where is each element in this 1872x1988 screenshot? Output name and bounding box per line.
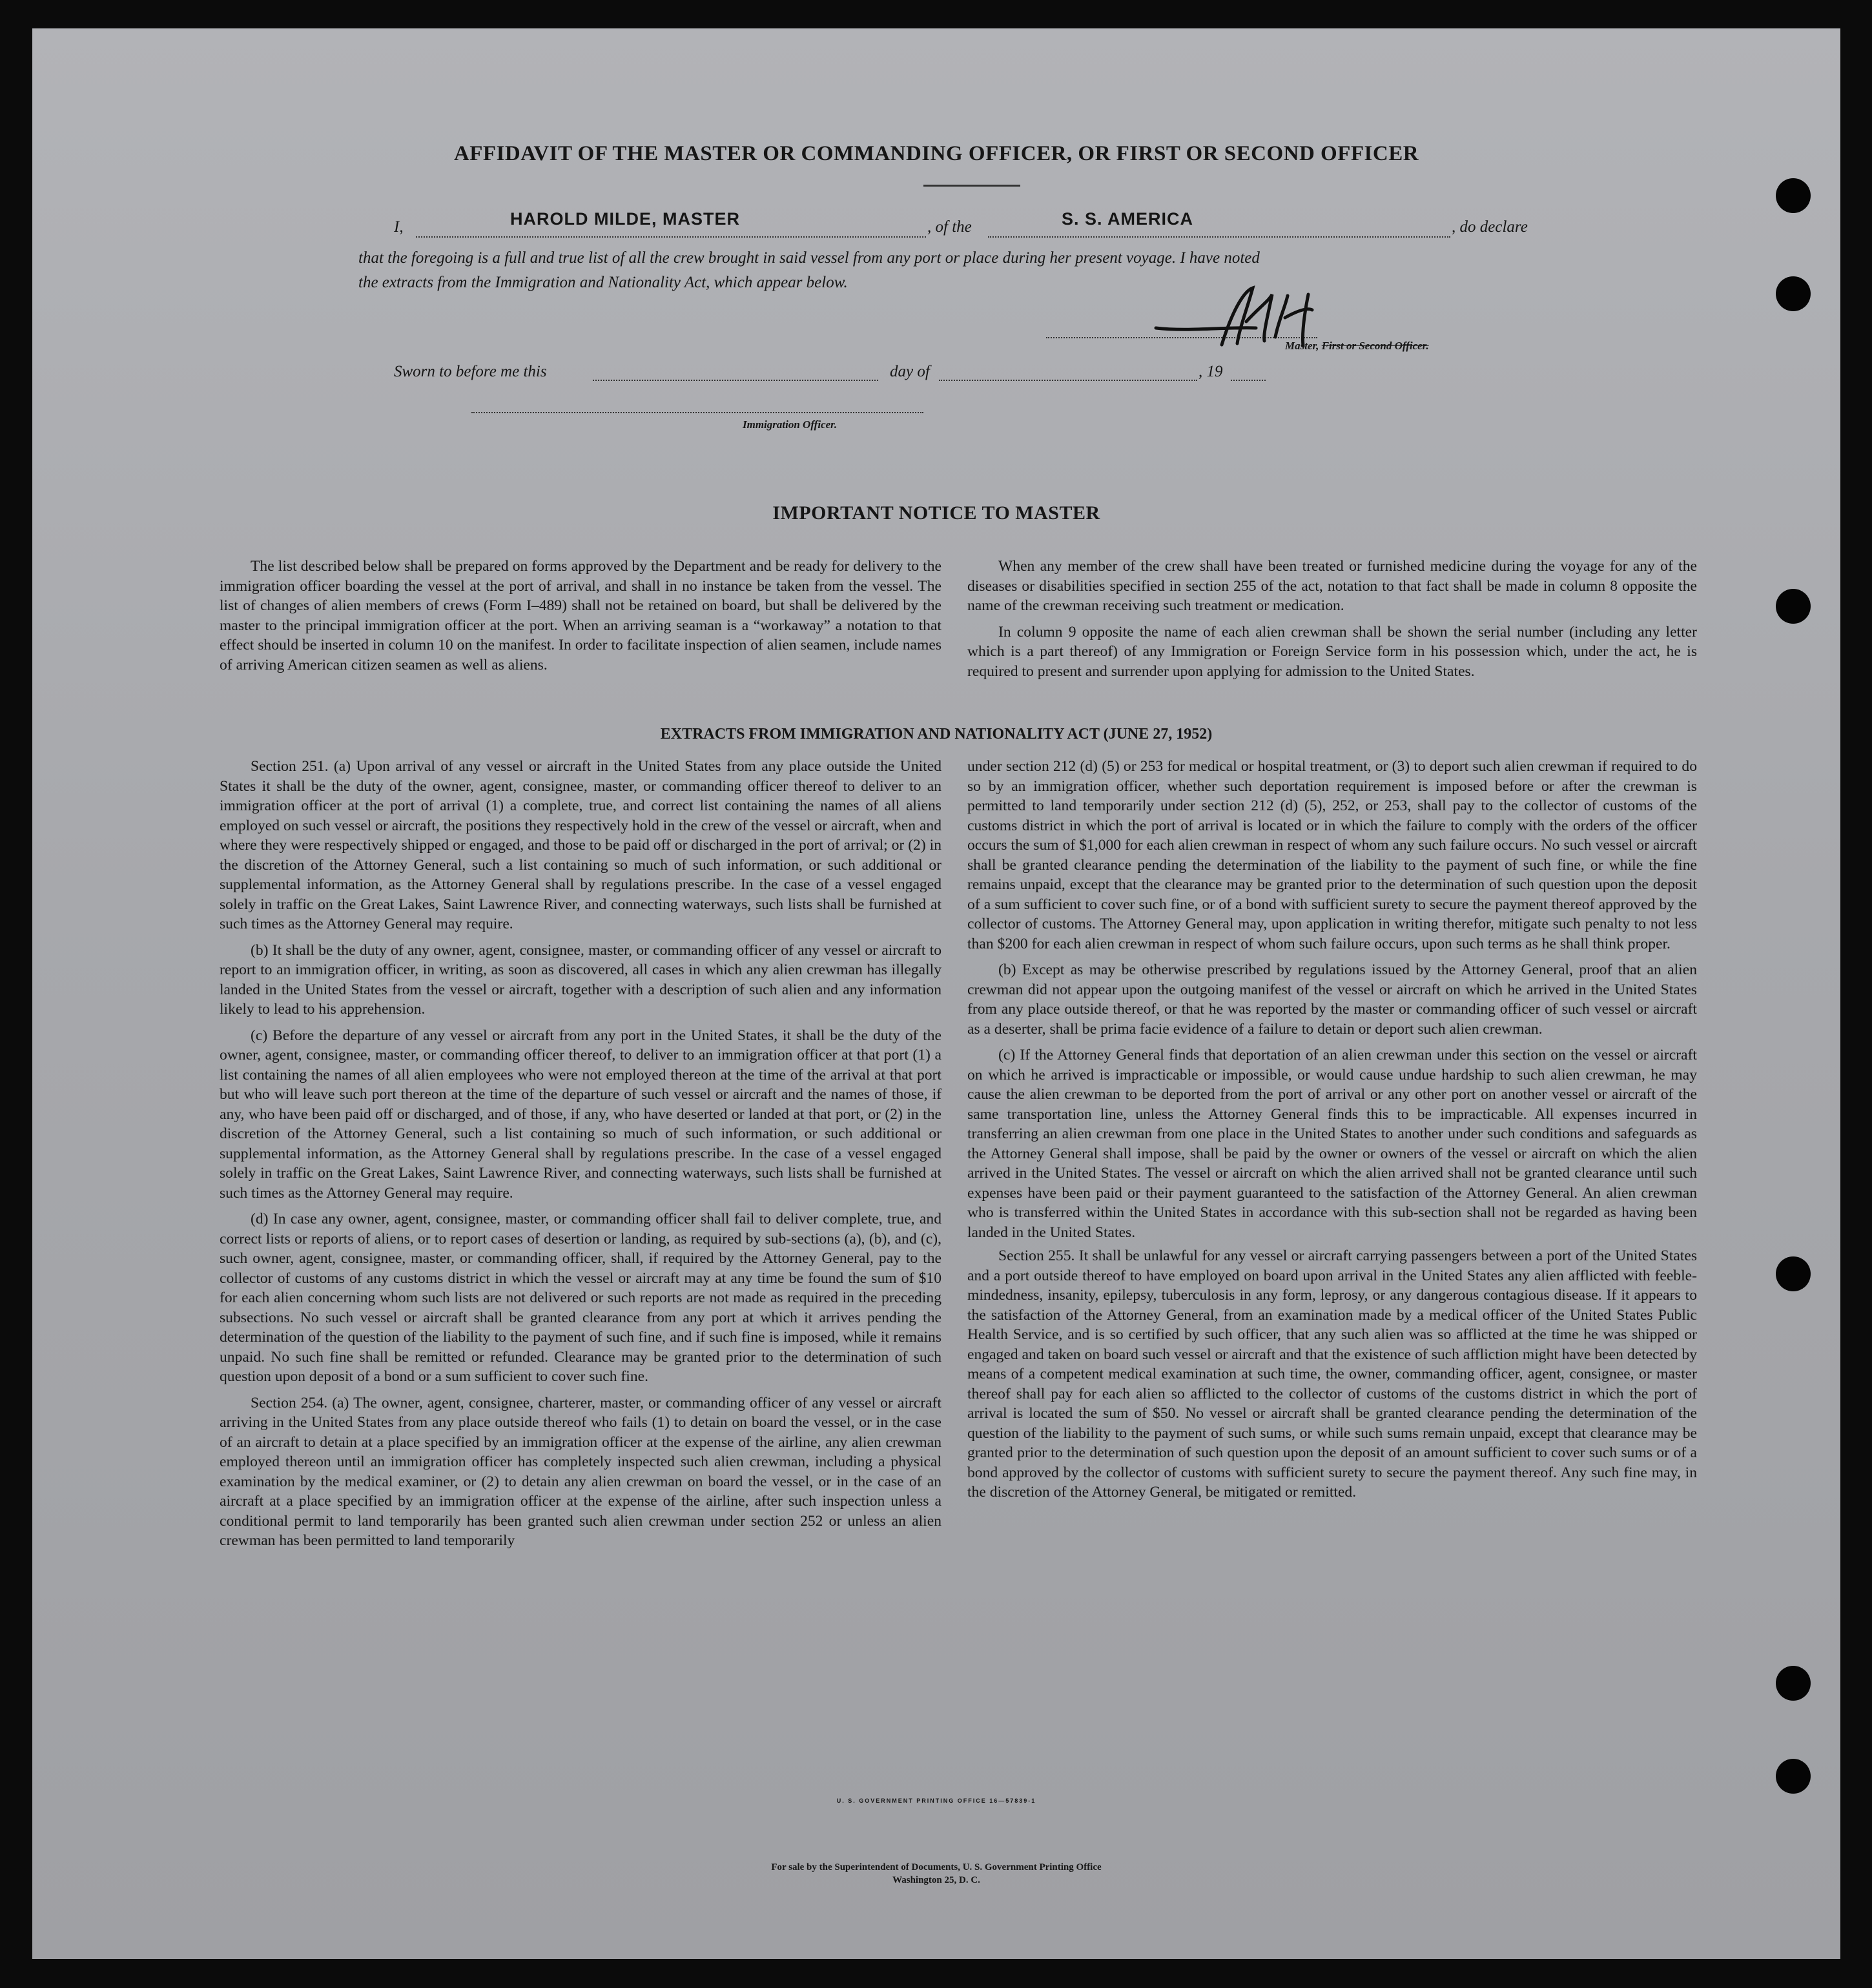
notice-left-column [220, 557, 941, 675]
vessel-name-line [988, 236, 1450, 238]
extracts-right-column [967, 757, 1697, 1502]
sale-footer-line-2: Washington 25, D. C. [892, 1875, 980, 1885]
declaration-line-2: the extracts from the Immigration and Nationality Act, which appear below. [358, 274, 848, 291]
section-255: Section 255. It shall be unlawful for any vessel or aircraft carrying passengers between a port of the United States and a port outside thereof to have employed on board upon arrival in the United States any alien afflicted with feeble-mindedness, insanity, epilepsy, tuberculosis in any form, leprosy, or any dangerous contagious disease. If it appears to the satisfaction of the Attorney General, from an examination made by a medical officer of the United States Public Health Service, and is so certified by such officer, that any such alien was so afflicted at the time he was shipped or engaged and taken on board such vessel or aircraft and that the existence of such affliction might have been detected by means of a competent medical examination at such time, the owner, commanding officer, agent, consignee, or master thereof shall pay for each alien so afflicted to the collector of customs of the customs district in which the port of arrival is located the sum of $50. No vessel or aircraft shall be granted clearance pending the determination of the question of the liability to the payment of such sums, or while such sums remain unpaid, except that clearance may be granted prior to the determination of such question upon the deposit of an amount sufficient to cover such sums or of a bond approved by the collector of customs with sufficient surety to secure the payment thereof. Any such fine may, in the discretion of the Attorney General, be mitigated or remitted. [967, 1247, 1697, 1501]
affidavit-title: AFFIDAVIT OF THE MASTER OR COMMANDING OFFICER, OR FIRST OR SECOND OFFICER [453, 142, 1419, 165]
sale-footer-line-1: For sale by the Superintendent of Documents, U. S. Government Printing Office [771, 1862, 1102, 1872]
notice-right-paragraph-1: When any member of the crew shall have been treated or furnished medicine during the voyage for any of the diseases or disabilities specified in section 255 of the act, notation to that fact shall be made in column 8 opposite the name of the crewman receiving such treatment or medication. [967, 558, 1697, 614]
title-rule [923, 185, 1020, 187]
sworn-label: Sworn to before me this [394, 363, 547, 380]
notice-right-paragraph-2: In column 9 opposite the name of each alien crewman shall be shown the serial number (including any letter which is a part thereof) of any Immigration or Foreign Service form in his possession which, under the act, he is required to present and surrender upon applying for admission to the United States. [967, 623, 1697, 680]
section-254-a-continued: under section 212 (d) (5) or 253 for medical or hospital treatment, or (3) to deport such alien crewman if required to do so by an immigration officer, whether such deportation requirement is imposed before or after the crewman is permitted to land temporarily under section 212 (d) (5), 252, or 253, shall pay to the collector of customs of the customs district in which the port of arrival is located or in which the failure to comply with the orders of the officer occurs the sum of $1,000 for each alien crewman in respect of whom any such failure occurs. No such vessel or aircraft shall be granted clearance pending the determination of the liability to the payment of such fine, or while the fine remains unpaid, except that the clearance may be granted prior to the determination of such question upon the deposit of a sum sufficient to cover such fine, or of a bond with sufficient surety to secure the payment thereof approved by the collector of customs. The Attorney General may, upon application in writing therefor, mitigate such penalty to not less than $200 for each alien crewman in respect of whom such failure occurs, upon such terms as he shall think proper. [967, 758, 1697, 952]
punch-hole [1776, 1256, 1811, 1291]
do-declare-label: , do declare [1452, 218, 1528, 236]
declaration-line-1: that the foregoing is a full and true list of all the crew brought in said vessel from any port or place during her present voyage. I have noted [358, 249, 1260, 267]
notice-right-column [967, 557, 1697, 681]
sworn-day-line [593, 380, 878, 381]
year-label: , 19 [1198, 363, 1223, 380]
notice-left-paragraph: The list described below shall be prepared on forms approved by the Department and be ready for delivery to the immigration officer boarding the vessel at the port of arrival, and shall in no instance be taken from the vessel. The list of changes of alien members of crews (Form I–489) shall not be retained on board, but shall be delivered by the master to the principal immigration officer at the port. When an arriving seaman is a “workaway” a notation to that effect should be inserted in column 10 on the manifest. In order to facilitate inspection of alien seamen, include names of arriving American citizen seamen as well as aliens. [220, 558, 941, 673]
master-name-field[interactable]: HAROLD MILDE, MASTER [510, 209, 740, 229]
section-254-b: (b) Except as may be otherwise prescribed by regulations issued by the Attorney General, proof that an alien crewman did not appear upon the outgoing manifest of the vessel or aircraft on which he arrived in the United States from any place outside thereof, or that he was reported by the master or commanding officer of such vessel or aircraft as a deserter, shall be prima facie evidence of a failure to detain or deport such alien crewman. [967, 961, 1697, 1038]
punch-hole [1776, 276, 1811, 311]
i-label: I, [394, 218, 404, 236]
punch-hole [1776, 589, 1811, 624]
immigration-officer-line [471, 412, 923, 413]
day-of-label: day of [890, 363, 930, 380]
master-caption: Master, [1285, 340, 1319, 352]
section-254-c: (c) If the Attorney General finds that deportation of an alien crewman under this section on the vessel or aircraft on which he arrived is impracticable or impossible, or would cause undue hardship to such alien crewman, he may cause the alien crewman to be deported from the port of arrival or any other port on another vessel or aircraft of the same transportation line, unless the Attorney General finds this to be impracticable. All expenses incurred in transferring an alien crewman from one place in the United States to another under such conditions and safeguards as the Attorney General shall impose, shall be paid by the owner or owners of the vessel or aircraft on which the alien arrived in the United States. The vessel or aircraft on which the alien arrived shall not be granted clearance until such expenses have been paid or their payment guaranteed to the satisfaction of the Attorney General. An alien crewman who is transferred within the United States in accordance with this sub-section shall not be regarded as having been landed in the United States. [967, 1047, 1697, 1241]
section-251-d: (d) In case any owner, agent, consignee, master, or commanding officer shall fail to deliver complete, true, and correct lists or reports of aliens, or to report cases of desertion or landing, as required by sub-sections (a), (b), and (c), such owner, agent, consignee, master, or commanding officer, shall, if required by the Attorney General, pay to the collector of customs of any customs district in which the vessel or aircraft may at any time be found the sum of $10 for each alien concerning whom such lists are not delivered or such reports are not made as required in the preceding subsections. No such vessel or aircraft shall be granted clearance from any port at which it arrives pending the determination of the question of the liability to the payment of such fine, and if such fine is imposed, while it remains unpaid. No such fine shall be remitted or refunded. Clearance may be granted prior to the determination of such question upon deposit of a bond or a sum sufficient to cover such fine. [220, 1211, 941, 1385]
sworn-year-line [1231, 380, 1266, 381]
master-name-line [416, 236, 926, 238]
gpo-imprint: U. S. GOVERNMENT PRINTING OFFICE 16—57839-1 [836, 1798, 1036, 1804]
section-251-b: (b) It shall be the duty of any owner, agent, consignee, master, or commanding officer of any vessel or aircraft to report to an immigration officer, in writing, as soon as discovered, all cases in which any alien crewman has illegally landed in the United States from the vessel or aircraft, together with a description of such alien and any information likely to lead to his apprehension. [220, 941, 941, 1018]
form-sheet [32, 28, 1840, 1959]
section-251-a: Section 251. (a) Upon arrival of any vessel or aircraft in the United States from any place outside the United States it shall be the duty of the owner, agent, consignee, master, or commanding officer thereof to deliver to an immigration officer at the port of arrival (1) a complete, true, and correct list containing the names of all aliens employed on such vessel or aircraft, the positions they respectively hold in the crew of the vessel or aircraft, when and where they were respectively shipped or engaged, and those to be paid off or discharged in the port of arrival; or (2) in the discretion of the Attorney General, such a list containing so much of such information, or such additional or supplemental information, as the Attorney General shall by regulations prescribe. In the case of a vessel engaged solely in traffic on the Great Lakes, Saint Lawrence River, and connecting waterways, such lists shall be furnished at such times as the Attorney General may require. [220, 758, 941, 932]
extracts-title: EXTRACTS FROM IMMIGRATION AND NATIONALITY ACT (JUNE 27, 1952) [660, 726, 1213, 743]
immigration-officer-label: Immigration Officer. [743, 418, 838, 431]
extracts-left-column [220, 757, 941, 1551]
punch-hole [1776, 1666, 1811, 1701]
vessel-name-field[interactable]: S. S. AMERICA [1062, 209, 1194, 229]
punch-hole [1776, 178, 1811, 213]
signature-caption [1285, 340, 1429, 353]
notice-title: IMPORTANT NOTICE TO MASTER [772, 502, 1100, 524]
struck-officer-caption: First or Second Officer. [1321, 340, 1429, 352]
punch-hole [1776, 1759, 1811, 1794]
section-254-a: Section 254. (a) The owner, agent, consignee, charterer, master, or commanding officer of any vessel or aircraft arriving in the United States from any place outside thereof who fails (1) to detain on board the vessel, or in the case of an aircraft to detain at a place specified by an immigration officer at the expense of the airline, any alien crewman employed thereon until an immigration officer has completely inspected such alien crewman, including a physical examination by the medical examiner, or (2) to detain any alien crewman on board the vessel, or in the case of an aircraft at a place specified by an immigration officer at the expense of the airline, after such inspection unless a conditional permit to land temporarily has been granted such alien crewman under section 252 or unless an alien crewman has been permitted to land temporarily [220, 1394, 941, 1549]
sworn-month-line [939, 380, 1197, 381]
of-the-label: , of the [927, 218, 972, 236]
section-251-c: (c) Before the departure of any vessel or aircraft from any port in the United States, it shall be the duty of the owner, agent, consignee, master, or commanding officer thereof, to deliver to an immigration officer at that port (1) a list containing the names of all alien employees who were not employed thereon at the time of the arrival at that port but who will leave such port thereon at the time of the departure of such vessel or aircraft and the names of those, if any, who have been paid off or discharged, and of those, if any, who have deserted or landed at that port, or (2) in the discretion of the Attorney General, such a list containing so much of such information, or such additional or supplemental information, as the Attorney General shall by regulations prescribe. In the case of a vessel engaged solely in traffic on the Great Lakes, Saint Lawrence River, and connecting waterways, such lists shall be furnished at such times as the Attorney General may require. [220, 1027, 941, 1202]
sale-footer [32, 1861, 1840, 1887]
